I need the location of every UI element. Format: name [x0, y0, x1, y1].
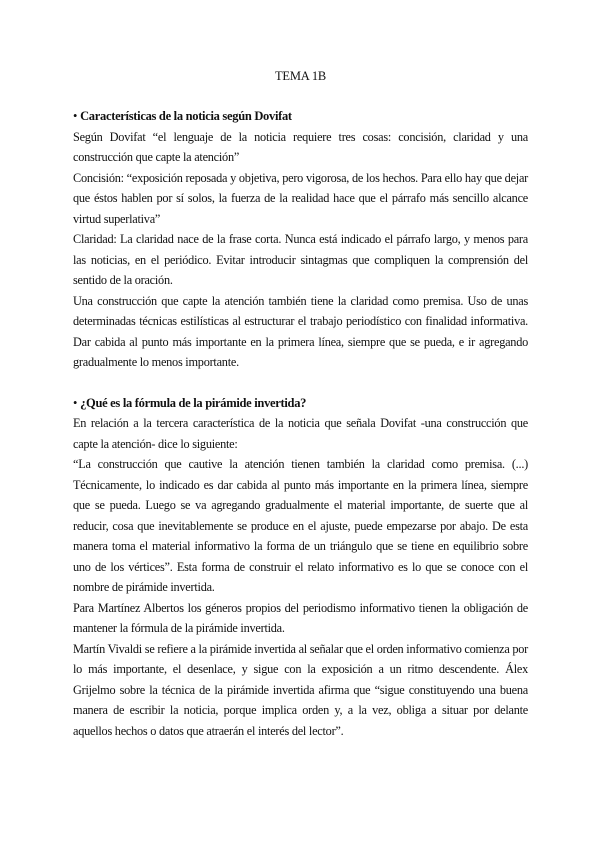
- document-page: [73, 68, 528, 741]
- bullet-icon: •: [73, 109, 78, 123]
- paragraph: Una construcción que capte la atención también tiene la claridad como premisa. Uso de unas determinadas técnicas estilísticas al estructurar el trabajo periodístico con finalidad informativa. Dar cabida al punto más importante en la primera línea, siempre que se pueda, e ir agregando gradualmente lo menos importante.: [73, 293, 528, 369]
- section-dovifat: [73, 106, 528, 373]
- paragraph: Martín Vivaldi se refiere a la pirámide invertida al señalar que el orden informativo comienza por lo más importante, el desenlace, y sigue con la exposición a un ritmo descendente. Álex Grijelmo sobre la técnica de la pirámide invertida afirma que “sigue constituyendo una buena manera de escribir la noticia, porque implica orden y, a la vez, obliga a situar por delante aquellos hechos o datos que atraerán el interés del lector”.: [73, 641, 528, 738]
- paragraph: Para Martínez Albertos los géneros propios del periodismo informativo tienen la obligación de mantener la fórmula de la pirámide invertida.: [73, 600, 528, 635]
- document-title: TEMA 1B: [274, 69, 327, 83]
- paragraph: Claridad: La claridad nace de la frase corta. Nunca está indicado el párrafo largo, y menos para las noticias, en el periódico. Evitar introducir sintagmas que compliquen la comprensión del sentido de la oración.: [73, 232, 528, 287]
- section-heading-text: Características de la noticia según Dovifat: [80, 109, 292, 123]
- paragraph: En relación a la tercera característica de la noticia que señala Dovifat -una construcción que capte la atención- dice lo siguiente:: [73, 416, 528, 451]
- paragraph: “La construcción que cautive la atención tienen también la claridad como premisa. (...) Técnicamente, lo indicado es dar cabida al punto más importante en la primera línea, siempre que se pueda. Luego se va agregando gradualmente el material importante, de suerte que al reducir, cosa que inevitablemente se produce en el ajuste, puede empezarse por abajo. De esta manera toma el material informativo la forma de un triángulo que se tiene en equilibrio sobre uno de los vértices”. Esta forma de construir el relato informativo es lo que se conoce con el nombre de pirámide invertida.: [73, 457, 528, 594]
- section-spacer: [73, 373, 528, 393]
- section-piramide: [73, 393, 528, 742]
- paragraph: Concisión: “exposición reposada y objetiva, pero vigorosa, de los hechos. Para ello hay que dejar que éstos hablen por sí solos, la fuerza de la realidad hace que el párrafo más sencillo alcance virtud superlativa”: [73, 170, 528, 226]
- section-heading-text: ¿Qué es la fórmula de la pirámide invertida?: [80, 395, 307, 410]
- paragraph: Según Dovifat “el lenguaje de la noticia requiere tres cosas: concisión, claridad y una construcción que capte la atención”: [73, 129, 528, 164]
- section-heading: [73, 393, 528, 414]
- section-heading: [73, 106, 528, 127]
- bullet-icon: •: [73, 395, 78, 410]
